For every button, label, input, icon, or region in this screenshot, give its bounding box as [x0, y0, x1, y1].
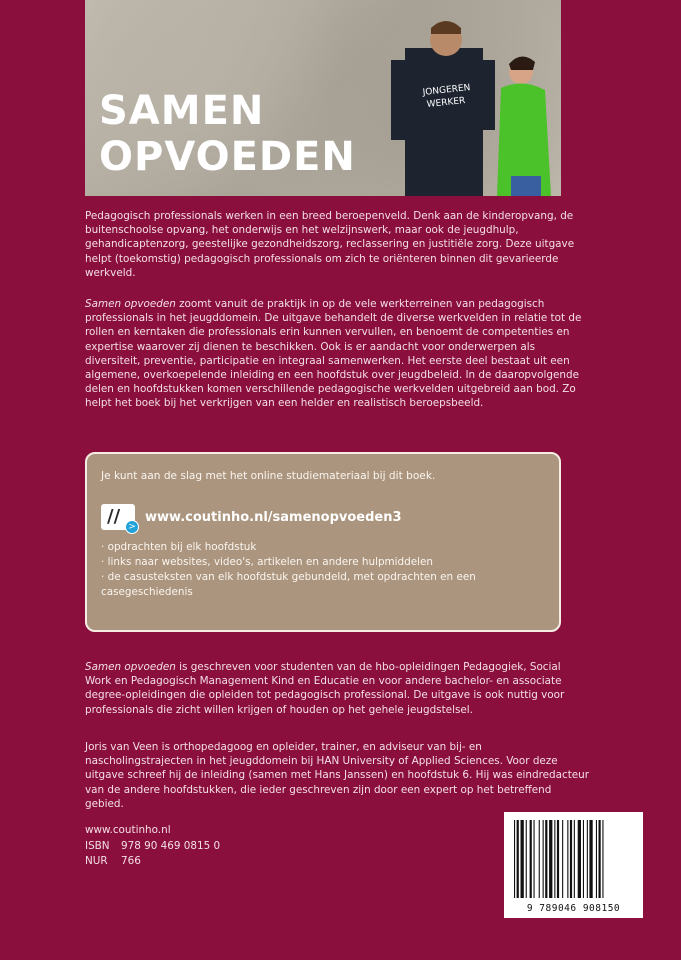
barcode-bar — [562, 820, 563, 898]
barcode-bar — [589, 820, 592, 898]
nur-value: 766 — [121, 855, 141, 867]
description-text: zoomt vanuit de praktijk in op de vele werkterreinen van pedagogisch professionals in het jeugddomein. De uitgave behandelt de diverse werkvelden in relatie tot de rollen en kerntaken die professionals erin kunnen vervullen, en benoemt de competenties en expertise waarover zij dienen te beschikken. Ook is er aandacht voor onderwerpen als diversiteit, preventie, participatie en integraal samenwerken. Het eerste deel bestaat uit een algemene, overkoepelende inleiding en een hoofdstuk over jeugdbeleid. In de daaropvolgende delen en hoofdstukken komen verschillende pedagogische werkvelden uitgebreid aan bod. Zo helpt het boek bij het verkrijgen van een helder en realistisch beroepsbeeld. — [85, 298, 582, 410]
cover-people-illustration — [361, 0, 561, 196]
publication-info — [85, 823, 220, 870]
list-item: · de casusteksten van elk hoofdstuk gebundeld, met opdrachten en een casegeschiedenis — [101, 570, 545, 600]
study-material-url[interactable]: www.coutinho.nl/samenopvoeden3 — [145, 509, 402, 525]
barcode-bar — [578, 820, 581, 898]
intro-paragraph: Pedagogisch professionals werken in een breed beroepenveld. Denk aan de kinderopvang, de buitenschoolse opvang, het onderwijs en het welzijnswerk, maar ook de jeugdhulp, gehandicaptenzorg, geestelijke gezondheidszorg, reclassering en justitiële zorg. Deze uitgave helpt (toekomstig) pedagogisch professionals om zich te oriënteren binnen dit gevarieerde werkveld. — [85, 210, 575, 279]
isbn-value: 978 90 469 0815 0 — [121, 839, 221, 852]
description-paragraph — [85, 297, 590, 411]
barcode-bar — [549, 820, 552, 898]
barcode-bar — [530, 820, 532, 898]
barcode-bar — [583, 820, 584, 898]
barcode-bar — [596, 820, 597, 898]
callout-intro: Je kunt aan de slag met het online studiemateriaal bij dit boek. — [101, 470, 436, 482]
barcode-bar — [557, 820, 559, 898]
barcode-bar — [587, 820, 588, 898]
book-title — [99, 88, 356, 180]
barcode-bar — [539, 820, 540, 898]
barcode-bar — [545, 820, 547, 898]
barcode-bar — [517, 820, 519, 898]
barcode-bar — [521, 820, 524, 898]
cover-photo — [85, 0, 561, 196]
online-link-icon — [101, 504, 135, 530]
barcode-bars — [514, 820, 633, 898]
nur-row — [85, 854, 220, 870]
barcode-bar — [567, 820, 568, 898]
barcode-bar — [570, 820, 572, 898]
shirt-text-2: WERKER — [426, 95, 466, 110]
nur-label: NUR — [85, 855, 108, 867]
barcode-bar — [514, 820, 515, 898]
man-shirt — [405, 48, 483, 196]
callout-list — [101, 540, 545, 600]
barcode-bar — [554, 820, 555, 898]
barcode-bar — [534, 820, 535, 898]
arrow-icon: > — [125, 520, 139, 534]
publisher-website[interactable]: www.coutinho.nl — [85, 824, 171, 836]
isbn-row — [85, 839, 220, 855]
list-item: · opdrachten bij elk hoofdstuk — [101, 540, 545, 555]
isbn-label: ISBN — [85, 839, 110, 852]
title-line-2: OPVOEDEN — [99, 134, 356, 180]
audience-title: Samen opvoeden — [85, 661, 176, 673]
online-material-callout — [85, 452, 561, 632]
barcode-bar — [574, 820, 575, 898]
barcode-bar — [543, 820, 544, 898]
barcode-bar — [602, 820, 603, 898]
barcode-number: 9 789046 908150 — [526, 903, 621, 914]
barcode — [504, 812, 643, 918]
callout-url-row — [101, 504, 545, 530]
barcode-bar — [599, 820, 601, 898]
list-item: · links naar websites, video's, artikelen en andere hulpmiddelen — [101, 555, 545, 570]
author-paragraph: Joris van Veen is orthopedagoog en opleider, trainer, en adviseur van bij- en nascholingstrajecten in het jeugddomein bij HAN University of Applied Sciences. Voor deze uitgave schreef hij de inleiding (samen met Hans Janssen) en hoofdstuk 6. Hij was eindredacteur van de andere hoofdstukken, die ieder geschreven zijn door een expert op het betreffend gebied. — [85, 741, 590, 810]
link-icon-slashes: // — [107, 506, 121, 527]
audience-paragraph — [85, 660, 590, 717]
shirt-text-1: JONGEREN — [422, 83, 471, 98]
description-title: Samen opvoeden — [85, 298, 176, 310]
barcode-bar — [526, 820, 527, 898]
audience-text: is geschreven voor studenten van de hbo-opleidingen Pedagogiek, Social Work en Pedagogisch Management Kind en Educatie en voor andere bachelor- en associate degree-opleidingen die opleiden tot pedagogisch professional. De uitgave is ook nuttig voor professionals die zicht willen krijgen of houden op het gehele jeugdstelsel. — [85, 661, 565, 716]
title-line-1: SAMEN — [99, 88, 265, 134]
